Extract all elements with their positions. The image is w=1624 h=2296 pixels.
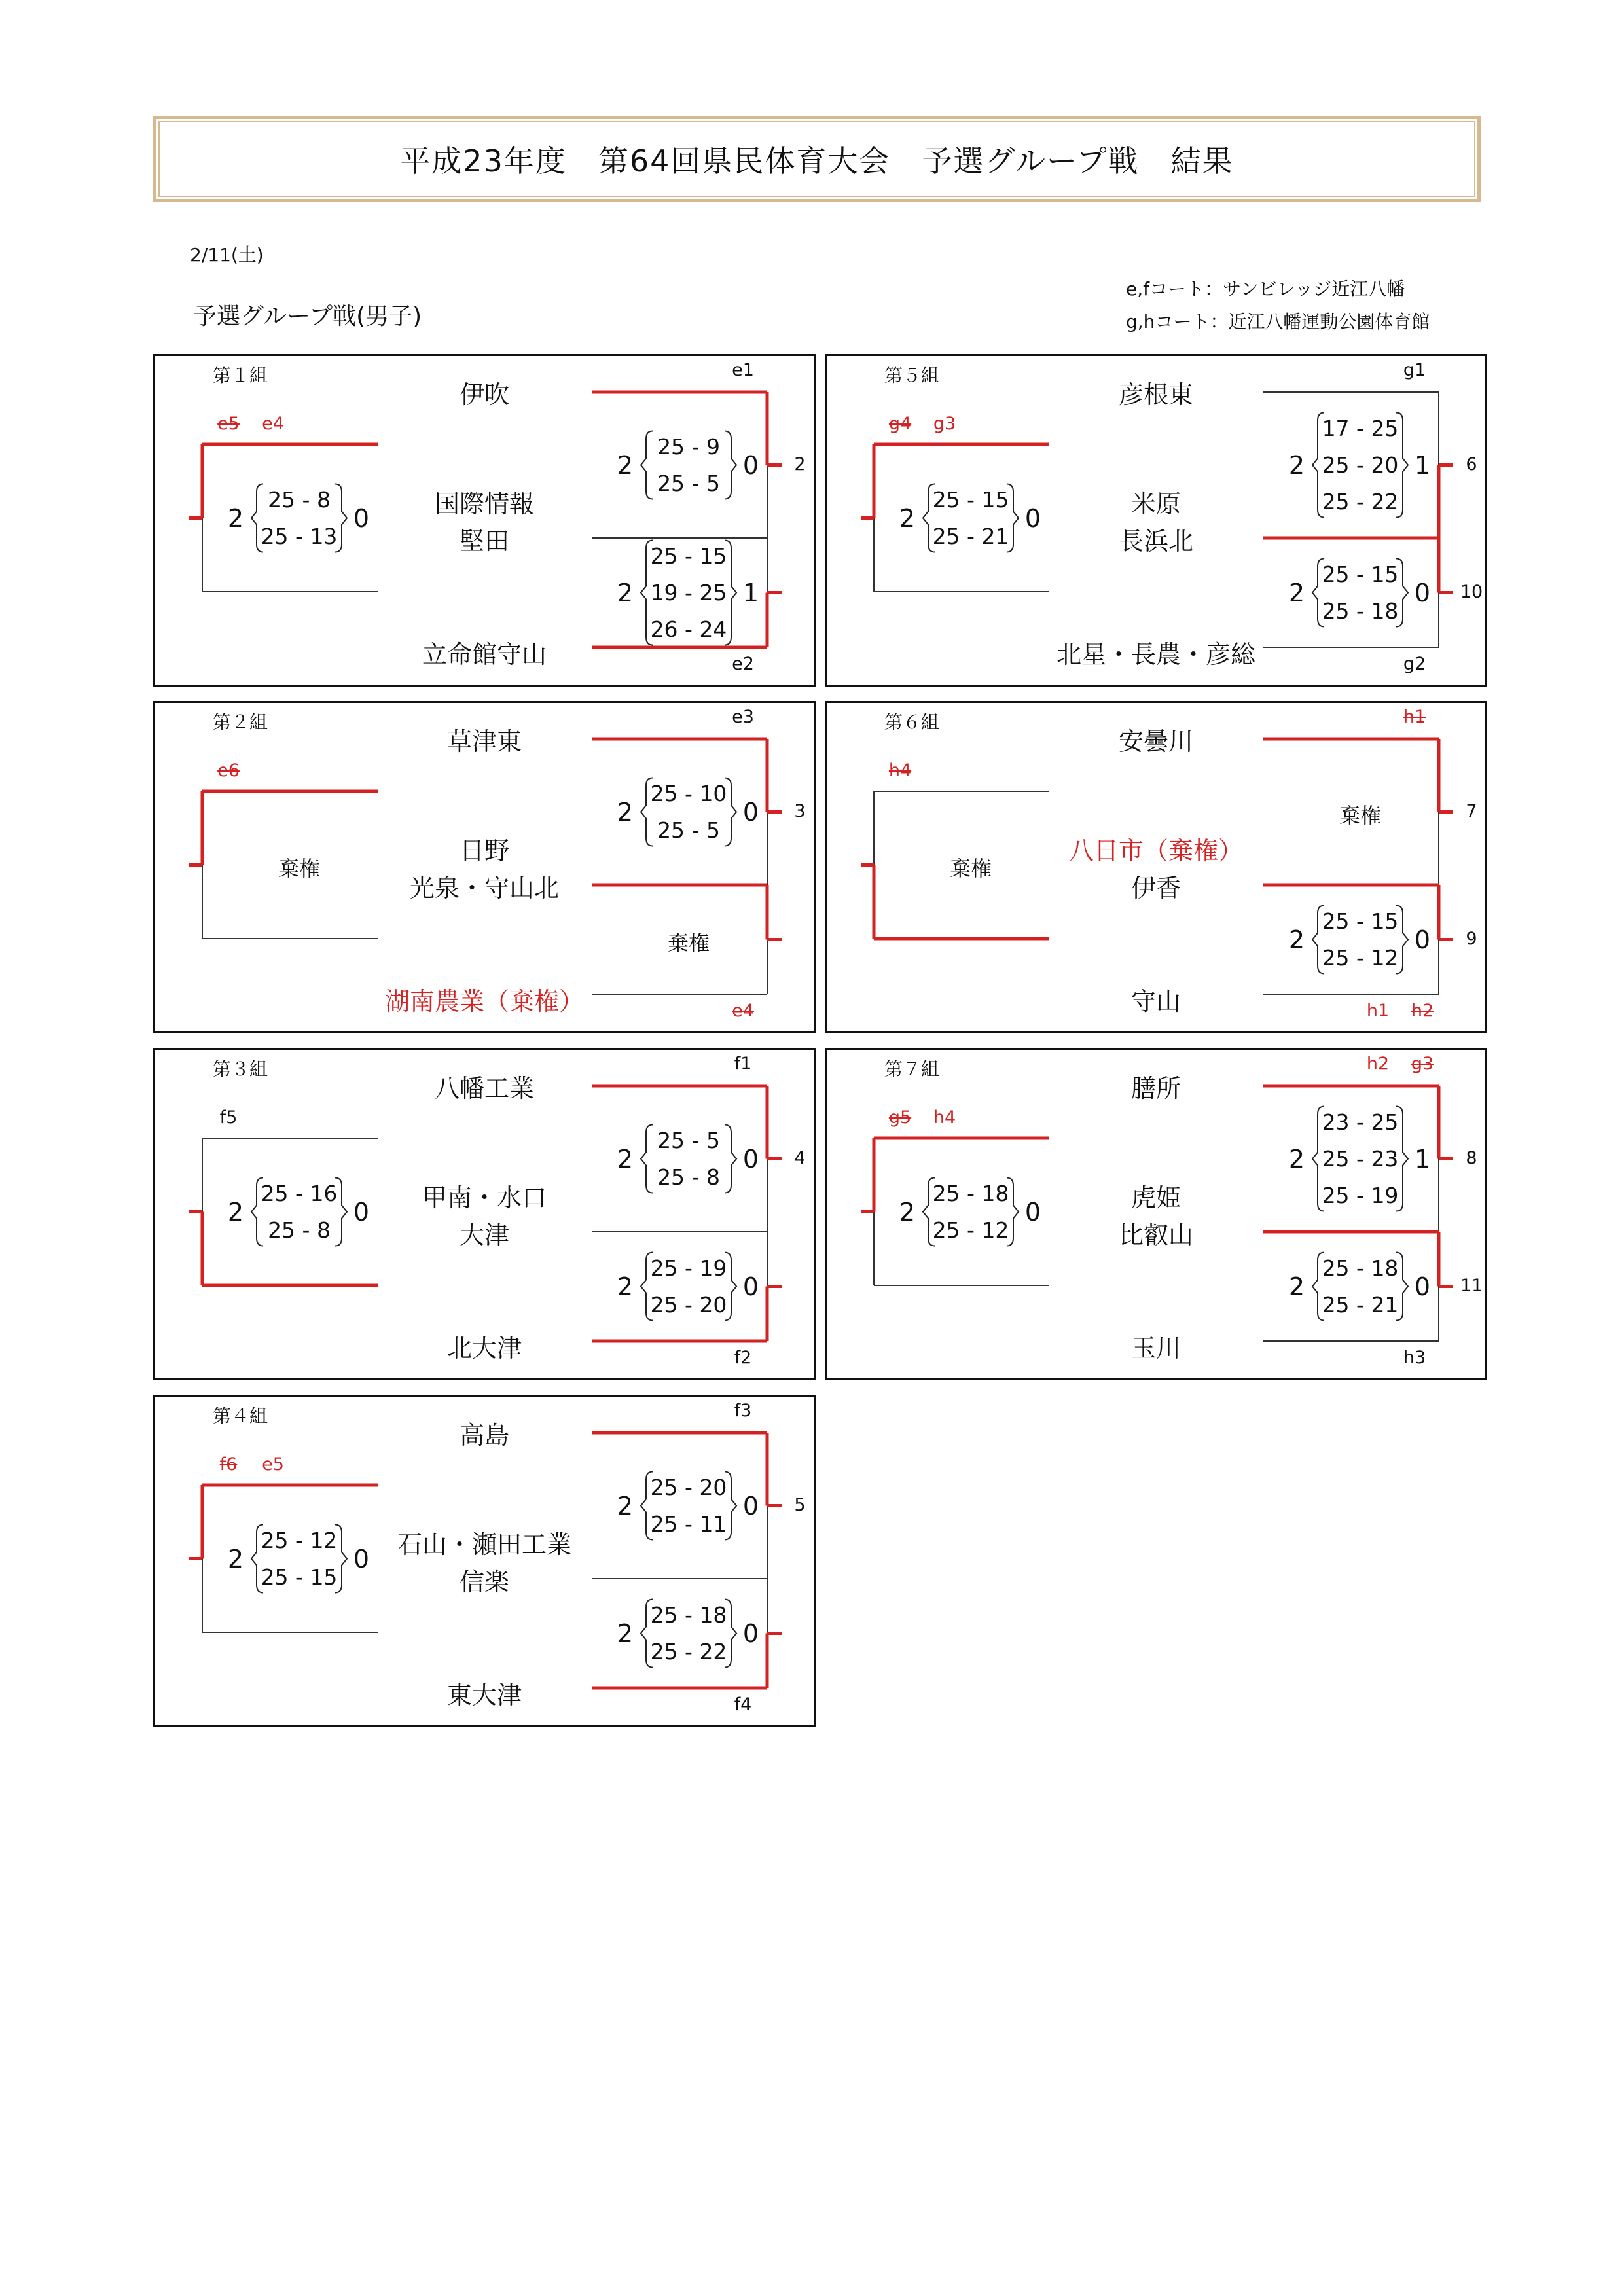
court-label-bottom: h3: [1403, 1348, 1426, 1368]
right_bottom-set-score: 26 - 24: [650, 616, 727, 642]
left-court-label: e4: [262, 414, 284, 434]
right_bottom-sets-won: 2: [1288, 578, 1305, 607]
right_top-set-score: 25 - 5: [657, 470, 720, 496]
right_top-set-score: 25 - 19: [1322, 1182, 1399, 1208]
left-court-label: h4: [888, 761, 912, 781]
court-info-ef: e,fコート：サンビレッジ近江八幡: [1126, 278, 1405, 300]
court-label-top: h1: [1403, 707, 1426, 727]
right_top-sets-won: 2: [1288, 450, 1305, 480]
right_bottom-sets-lost: 0: [1414, 578, 1431, 607]
court-label-top: e3: [732, 707, 754, 727]
team-name: 虎姫: [1130, 1183, 1182, 1212]
left-set-score: 25 - 15: [261, 1564, 338, 1590]
left-court-label: g3: [933, 414, 956, 434]
right_top-sets-won: 2: [617, 1144, 634, 1174]
court-label-bottom: f4: [734, 1695, 752, 1715]
right_bottom-sets-won: 2: [1288, 1272, 1305, 1301]
left-set-score: 25 - 12: [932, 1217, 1009, 1243]
left-court-label: h4: [933, 1107, 956, 1128]
result-rank: 2: [794, 454, 806, 475]
right_bottom-sets-won: 2: [617, 1619, 634, 1648]
team-name: 国際情報: [434, 490, 535, 518]
right_top-set-score: 25 - 8: [657, 1164, 720, 1190]
team-name: 八幡工業: [434, 1074, 535, 1103]
left-forfeit-label: 棄権: [949, 855, 992, 881]
group-box: [825, 354, 1487, 687]
team-name: 大津: [459, 1221, 510, 1249]
right_top-set-score: 25 - 23: [1322, 1145, 1399, 1172]
right_top-sets-won: 2: [1288, 1144, 1305, 1174]
left-court-label: e5: [217, 414, 240, 434]
right_top-right-brace: [725, 431, 736, 499]
team-name: 彦根東: [1118, 380, 1194, 409]
right_bottom-sets-lost: 0: [1414, 1272, 1431, 1301]
group-box: [825, 1048, 1487, 1380]
right_bottom-sets-lost: 0: [742, 1272, 759, 1301]
right_bottom-set-score: 25 - 22: [650, 1638, 727, 1664]
date-label: 2/11(土): [190, 244, 264, 266]
left-court-label: g4: [888, 414, 912, 434]
right_bottom-forfeit-label: 棄権: [667, 930, 710, 956]
team-name: 比叡山: [1118, 1221, 1194, 1249]
left-court-label: f5: [219, 1107, 238, 1128]
team-name: 伊吹: [459, 380, 510, 409]
team-name: 堅田: [459, 527, 510, 556]
right_top-set-score: 23 - 25: [1322, 1109, 1399, 1135]
team-name: 立命館守山: [422, 640, 547, 669]
left-sets-lost: 0: [1024, 503, 1041, 533]
team-name: 北大津: [446, 1334, 522, 1363]
left-court-label: g5: [888, 1107, 912, 1128]
page-title: 平成23年度 第64回県民体育大会 予選グループ戦 結果: [400, 143, 1234, 179]
team-name: 信楽: [459, 1568, 510, 1596]
right_top-set-score: 25 - 22: [1322, 488, 1399, 514]
team-name: 日野: [459, 836, 510, 865]
group-name: 第４組: [213, 1405, 268, 1427]
right_top-sets-lost: 1: [1414, 450, 1431, 480]
left-court-label: e6: [217, 761, 240, 781]
team-name: 東大津: [446, 1681, 522, 1710]
court-label-top: e1: [732, 360, 754, 380]
right_top-left-brace: [641, 431, 653, 499]
result-rank: 9: [1466, 929, 1477, 949]
group-box: [153, 1048, 816, 1380]
left-court-label: f6: [219, 1454, 238, 1475]
team-name: 玉川: [1130, 1334, 1182, 1363]
team-name: 草津東: [446, 727, 522, 756]
right_top-set-score: 25 - 20: [1322, 452, 1399, 478]
page-title-box: [153, 116, 1481, 202]
group-box: [153, 1395, 816, 1727]
group-box: [153, 354, 816, 687]
team-name: 光泉・守山北: [409, 874, 560, 903]
left-court-label: e5: [262, 1454, 284, 1475]
left-sets-lost: 0: [353, 1544, 370, 1573]
right_top-set-score: 25 - 5: [657, 1127, 720, 1153]
group-name: 第２組: [213, 711, 268, 733]
right_top-forfeit-label: 棄権: [1339, 802, 1382, 828]
left-sets-won: 2: [899, 503, 916, 533]
bottom-court-label: h1: [1366, 1001, 1390, 1021]
right_bottom-sets-lost: 0: [742, 1619, 759, 1648]
left-forfeit-label: 棄権: [278, 855, 321, 881]
court-label-top: f3: [734, 1401, 752, 1421]
right_top-set-score: 25 - 10: [650, 780, 727, 806]
right_bottom-set-score: 25 - 19: [650, 1255, 727, 1281]
left-set-score: 25 - 8: [268, 486, 331, 512]
right_bottom-set-score: 25 - 20: [650, 1291, 727, 1318]
right_top-sets-lost: 1: [1414, 1144, 1431, 1174]
group-name: 第７組: [884, 1058, 940, 1080]
left-set-score: 25 - 18: [932, 1180, 1009, 1206]
right_top-sets-lost: 0: [742, 1491, 759, 1520]
right_top-left-brace: [641, 1125, 653, 1193]
top-court-label: g3: [1411, 1054, 1434, 1074]
right_bottom-set-score: 25 - 21: [1322, 1291, 1399, 1318]
team-name: 膳所: [1130, 1074, 1182, 1103]
right_top-sets-lost: 0: [742, 450, 759, 480]
left-sets-lost: 0: [1024, 1197, 1041, 1227]
result-rank: 10: [1460, 582, 1483, 602]
result-rank: 5: [794, 1495, 806, 1515]
right_bottom-sets-lost: 1: [742, 578, 759, 607]
team-name: 八日市（棄権）: [1068, 836, 1244, 865]
left-sets-won: 2: [227, 1544, 244, 1573]
court-label-bottom: g2: [1403, 654, 1426, 674]
right_top-set-score: 25 - 9: [657, 433, 720, 459]
team-name: 北星・長農・彦総: [1056, 640, 1256, 669]
bottom-court-label: h2: [1411, 1001, 1434, 1021]
section-heading: 予選グループ戦(男子): [193, 303, 422, 330]
top-court-label: h2: [1366, 1054, 1390, 1074]
group-name: 第３組: [213, 1058, 268, 1080]
court-label-bottom: f2: [734, 1348, 752, 1368]
right_bottom-set-score: 25 - 15: [1322, 561, 1399, 587]
right_top-set-score: 25 - 5: [657, 817, 720, 843]
right_bottom-sets-won: 2: [617, 578, 634, 607]
right_bottom-set-score: 25 - 12: [1322, 944, 1399, 971]
result-rank: 6: [1466, 454, 1477, 475]
result-rank: 4: [794, 1148, 806, 1168]
team-name: 長浜北: [1118, 527, 1194, 556]
left-sets-won: 2: [227, 1197, 244, 1227]
left-set-score: 25 - 12: [261, 1527, 338, 1553]
right_top-sets-lost: 0: [742, 797, 759, 827]
court-label-bottom: e2: [732, 654, 754, 674]
team-name: 安曇川: [1118, 727, 1194, 756]
right_top-set-score: 25 - 20: [650, 1474, 727, 1500]
group-box: [153, 701, 816, 1033]
right_bottom-set-score: 25 - 15: [1322, 908, 1399, 934]
right_bottom-set-score: 19 - 25: [650, 579, 727, 605]
left-set-score: 25 - 15: [932, 486, 1009, 512]
court-label-top: g1: [1403, 360, 1426, 380]
result-rank: 7: [1466, 801, 1477, 821]
bottom-court-label: e4: [732, 1001, 754, 1021]
right_top-right-brace: [725, 1125, 736, 1193]
left-set-score: 25 - 16: [261, 1180, 338, 1206]
right_bottom-set-score: 25 - 18: [1322, 598, 1399, 624]
left-sets-lost: 0: [353, 1197, 370, 1227]
group-name: 第５組: [884, 365, 940, 386]
team-name: 甲南・水口: [422, 1183, 547, 1212]
team-name: 湖南農業（棄権）: [384, 987, 585, 1016]
right_top-sets-won: 2: [617, 450, 634, 480]
right_top-sets-won: 2: [617, 797, 634, 827]
result-rank: 3: [794, 801, 806, 821]
left-set-score: 25 - 21: [932, 523, 1009, 549]
team-name: 守山: [1130, 987, 1182, 1016]
left-set-score: 25 - 13: [261, 523, 338, 549]
left-sets-won: 2: [899, 1197, 916, 1227]
court-info-gh: g,hコート：近江八幡運動公園体育館: [1126, 311, 1430, 332]
right_bottom-set-score: 25 - 15: [650, 543, 727, 569]
right_top-sets-won: 2: [617, 1491, 634, 1520]
left-sets-lost: 0: [353, 503, 370, 533]
right_top-set-score: 17 - 25: [1322, 415, 1399, 441]
result-rank: 11: [1460, 1276, 1483, 1296]
left-sets-won: 2: [227, 503, 244, 533]
team-name: 石山・瀬田工業: [397, 1530, 572, 1559]
team-name: 伊香: [1130, 874, 1182, 903]
right_bottom-sets-lost: 0: [1414, 925, 1431, 954]
court-label-top: f1: [734, 1054, 752, 1074]
right_top-set-score: 25 - 11: [650, 1511, 727, 1537]
team-name: 高島: [459, 1421, 510, 1450]
result-rank: 8: [1466, 1148, 1477, 1168]
right_bottom-set-score: 25 - 18: [1322, 1255, 1399, 1281]
team-name: 米原: [1130, 490, 1182, 518]
right_bottom-sets-won: 2: [1288, 925, 1305, 954]
right_bottom-sets-won: 2: [617, 1272, 634, 1301]
group-box: [825, 701, 1487, 1033]
group-name: 第１組: [213, 365, 268, 386]
group-name: 第６組: [884, 711, 940, 733]
left-set-score: 25 - 8: [268, 1217, 331, 1243]
right_bottom-set-score: 25 - 18: [650, 1602, 727, 1628]
right_top-sets-lost: 0: [742, 1144, 759, 1174]
